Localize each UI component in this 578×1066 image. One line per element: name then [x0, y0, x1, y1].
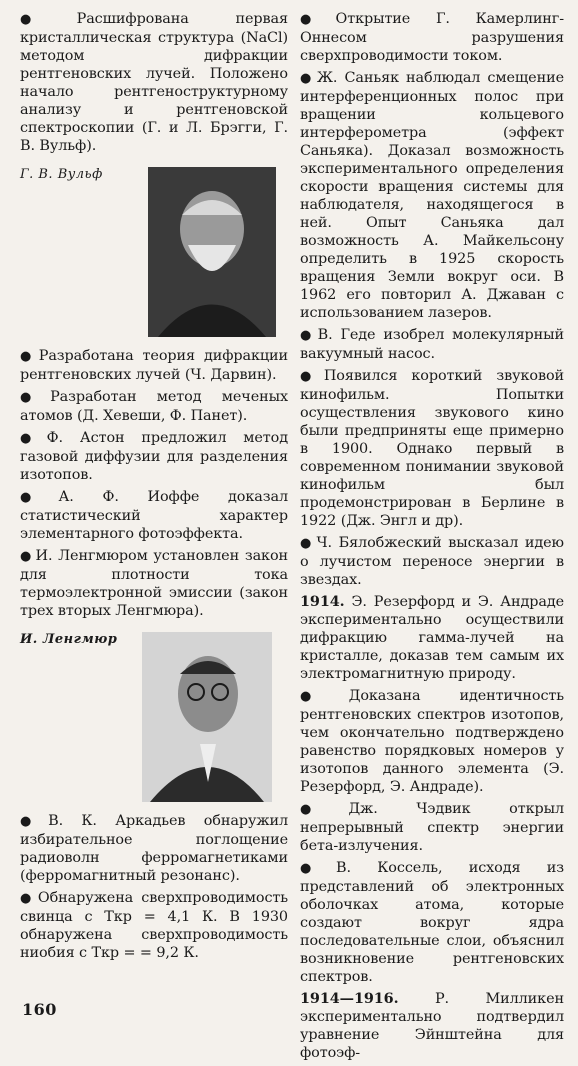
bullet-icon: ●: [20, 814, 46, 829]
figure-caption: Г. В. Вульф: [20, 167, 103, 182]
entry: ● Обнаружена сверхпроводимость свинца с Tкр = 4,1 К. В 1930 обнаружена сверхпроводимость ниобия с Tкр = = 9,2 К.: [20, 890, 289, 961]
bullet-icon: ●: [20, 891, 35, 906]
bullet-icon: ●: [20, 549, 33, 564]
entry: ● И. Ленгмюром установлен закон для плотности тока термоэлектронной эмиссии (закон трех вторых Ленгмюра).: [20, 548, 288, 619]
entry: ● Ф. Астон предложил метод газовой диффузии для разделения изотопов.: [20, 430, 288, 483]
bullet-icon: ●: [300, 861, 334, 876]
entry-year: 1914.: [300, 593, 345, 610]
entry: ● Открытие Г. Камерлинг-Оннесом разрушения сверхпроводимости током.: [300, 11, 564, 64]
entry: ● Дж. Чэдвик открыл непрерывный спектр энергии бета-излучения.: [300, 801, 564, 854]
portrait-photo: [142, 632, 272, 802]
portrait-langmuir-icon: [142, 632, 272, 802]
right-column: [300, 10, 564, 1066]
portrait-wulff-icon: [148, 167, 276, 337]
entry-dated: 1914—1916. Р. Милликен экспериментально подтвердил уравнение Эйнштейна для фотоэф-: [300, 990, 564, 1061]
entry: ● Разработан метод меченых атомов (Д. Хевеши, Ф. Панет).: [20, 389, 288, 424]
bullet-icon: ●: [20, 490, 56, 505]
portrait-figure-langmuir: [20, 632, 288, 802]
entry: ● Разработана теория дифракции рентгеновских лучей (Ч. Дарвин).: [20, 348, 288, 383]
entry: ● Ч. Бялобжеский высказал идею о лучистом переносе энергии в звездах.: [300, 535, 564, 588]
bullet-icon: ●: [300, 12, 333, 27]
entry: ● В. Коссель, исходя из представлений об электронных оболочках атома, которые создают вокруг ядра последовательные слои, объяснил возникновение рентгеновских спектров.: [300, 860, 564, 985]
bullet-icon: ●: [20, 12, 74, 27]
bullet-icon: ●: [300, 328, 315, 343]
entry: ● Расшифрована первая кристаллическая структура (NaCl) методом дифракции рентгеновских лучей. Положено начало рентгеноструктурному анализу и рентгеновской спектроскопии (Г. и Л. Брэгги, Г. В. Вульф).: [20, 11, 288, 154]
bullet-icon: ●: [20, 349, 36, 364]
portrait-photo: [148, 167, 276, 337]
entry-dated: 1914. Э. Резерфорд и Э. Андраде экспериментально осуществили дифракцию гамма-лучей на кристалле, доказав тем самым их электромагнитную природу.: [300, 593, 564, 682]
entry: ● Появился короткий звуковой кинофильм. Попытки осуществления звукового кино были предприняты еще примерно в 1900. Однако первый в современном понимании звуковой кинофильм был продемонстрирован в Берлине в 1922 (Дж. Энгл и др).: [300, 368, 564, 529]
figure-caption: И. Ленгмюр: [20, 632, 118, 647]
page-number: 160: [22, 1000, 57, 1019]
entry-year: 1914—1916.: [300, 990, 399, 1007]
bullet-icon: ●: [300, 802, 346, 817]
bullet-icon: ●: [300, 71, 314, 86]
left-column: [20, 10, 288, 966]
bullet-icon: ●: [20, 390, 48, 405]
entry: ● Доказана идентичность рентгеновских спектров изотопов, чем окончательно подтверждено равенство порядковых номеров у изотопов данного элемента (Э. Резерфорд, Э. Андраде).: [300, 688, 564, 795]
entry: ● В. К. Аркадьев обнаружил избирательное поглощение радиоволн ферромагнетиками (ферромагнитный резонанс).: [20, 813, 288, 884]
bullet-icon: ●: [300, 369, 321, 384]
bullet-icon: ●: [300, 536, 314, 551]
entry: ● В. Геде изобрел молекулярный вакуумный насос.: [300, 327, 564, 362]
bullet-icon: ●: [20, 431, 44, 446]
entry: ● Ж. Саньяк наблюдал смещение интерференционных полос при вращении кольцевого интерферометра (эффект Саньяка). Доказал возможность экспериментального определения скорости вращения системы для наблюдателя, находящегося в ней. Опыт Саньяка дал возможность А. Майкельсону определить в 1925 скорость вращения Земли вокруг оси. В 1962 его повторил А. Джаван с использованием лазеров.: [300, 70, 564, 321]
entry: ● А. Ф. Иоффе доказал статистический характер элементарного фотоэффекта.: [20, 489, 288, 542]
portrait-figure-wulff: [20, 167, 288, 337]
bullet-icon: ●: [300, 689, 346, 704]
